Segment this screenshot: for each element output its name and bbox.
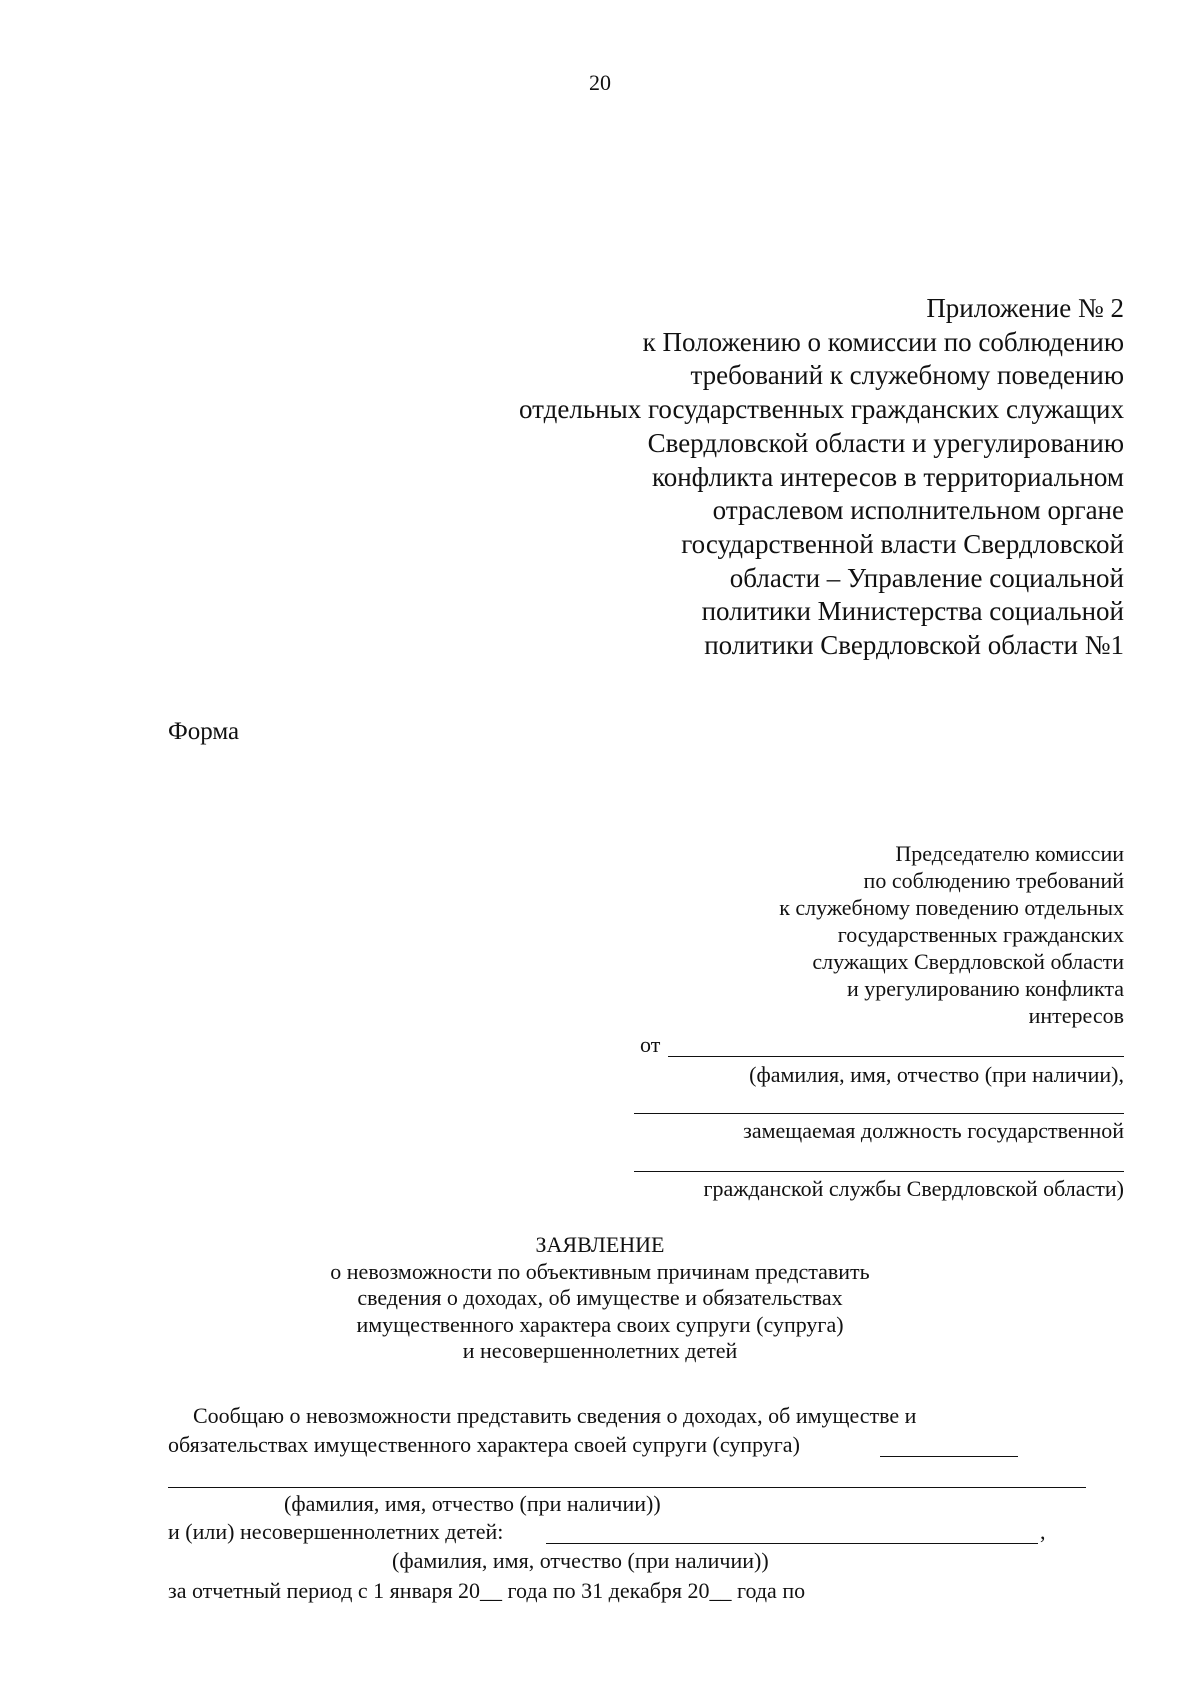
service-field[interactable] <box>634 1171 1124 1172</box>
statement-subtitle-line: имущественного характера своих супруги (супруга) <box>356 1311 844 1337</box>
addressee-line: и урегулированию конфликта <box>846 976 1124 1001</box>
paragraph-line-2: обязательствах имущественного характера своей супруги (супруга) <box>168 1432 800 1457</box>
paragraph-line-1: Сообщаю о невозможности представить сведения о доходах, об имуществе и <box>193 1403 917 1428</box>
appendix-line: Свердловской области и урегулированию <box>647 427 1124 458</box>
children-comma: , <box>1040 1519 1046 1544</box>
statement-subtitle-line: о невозможности по объективным причинам представить <box>330 1258 870 1284</box>
spouse-name-field-start[interactable] <box>880 1456 1018 1457</box>
addressee-line: к служебному поведению отдельных <box>779 895 1124 920</box>
addressee-line: служащих Свердловской области <box>812 949 1124 974</box>
appendix-line: политики Министерства социальной <box>701 596 1124 627</box>
appendix-line: к Положению о комиссии по соблюдению <box>642 326 1124 357</box>
appendix-line: отдельных государственных гражданских служащих <box>519 394 1124 425</box>
hint-position: замещаемая должность государственной <box>743 1118 1124 1143</box>
appendix-line: Приложение № 2 <box>926 293 1124 323</box>
addressee-line: государственных гражданских <box>837 922 1124 947</box>
statement-subtitle-line: и несовершеннолетних детей <box>462 1338 738 1363</box>
position-field[interactable] <box>634 1113 1124 1114</box>
appendix-line: области – Управление социальной <box>729 562 1124 593</box>
spouse-name-field[interactable] <box>168 1487 1086 1488</box>
appendix-line: государственной власти Свердловской <box>681 528 1124 559</box>
appendix-line: требований к служебному поведению <box>690 360 1124 391</box>
addressee-line: интересов <box>1028 1003 1124 1028</box>
period-line: за отчетный период с 1 января 20__ года по 31 декабря 20__ года по <box>168 1578 806 1603</box>
hint-name: (фамилия, имя, отчество (при наличии), <box>749 1062 1124 1087</box>
appendix-header <box>519 292 1124 663</box>
hint-spouse: (фамилия, имя, отчество (при наличии)) <box>284 1491 661 1516</box>
children-name-field[interactable] <box>546 1543 1038 1544</box>
statement-title-block <box>0 1232 1200 1365</box>
page-number: 20 <box>589 70 611 95</box>
statement-title: ЗАЯВЛЕНИЕ <box>535 1232 665 1257</box>
appendix-line: политики Свердловской области №1 <box>704 630 1124 661</box>
addressee-line: по соблюдению требований <box>863 868 1124 893</box>
addressee-block <box>779 840 1124 1029</box>
hint-children: (фамилия, имя, отчество (при наличии)) <box>392 1548 769 1573</box>
from-label: от <box>640 1032 661 1057</box>
appendix-line: отраслевом исполнительном органе <box>712 495 1124 526</box>
addressee-line: Председателю комиссии <box>895 841 1124 866</box>
children-label: и (или) несовершеннолетних детей: <box>168 1519 504 1544</box>
form-label: Форма <box>168 718 240 745</box>
hint-service: гражданской службы Свердловской области) <box>703 1176 1124 1201</box>
statement-subtitle-line: сведения о доходах, об имуществе и обязательствах <box>357 1285 843 1310</box>
appendix-line: конфликта интересов в территориальном <box>651 461 1124 492</box>
applicant-name-field[interactable] <box>668 1056 1124 1057</box>
